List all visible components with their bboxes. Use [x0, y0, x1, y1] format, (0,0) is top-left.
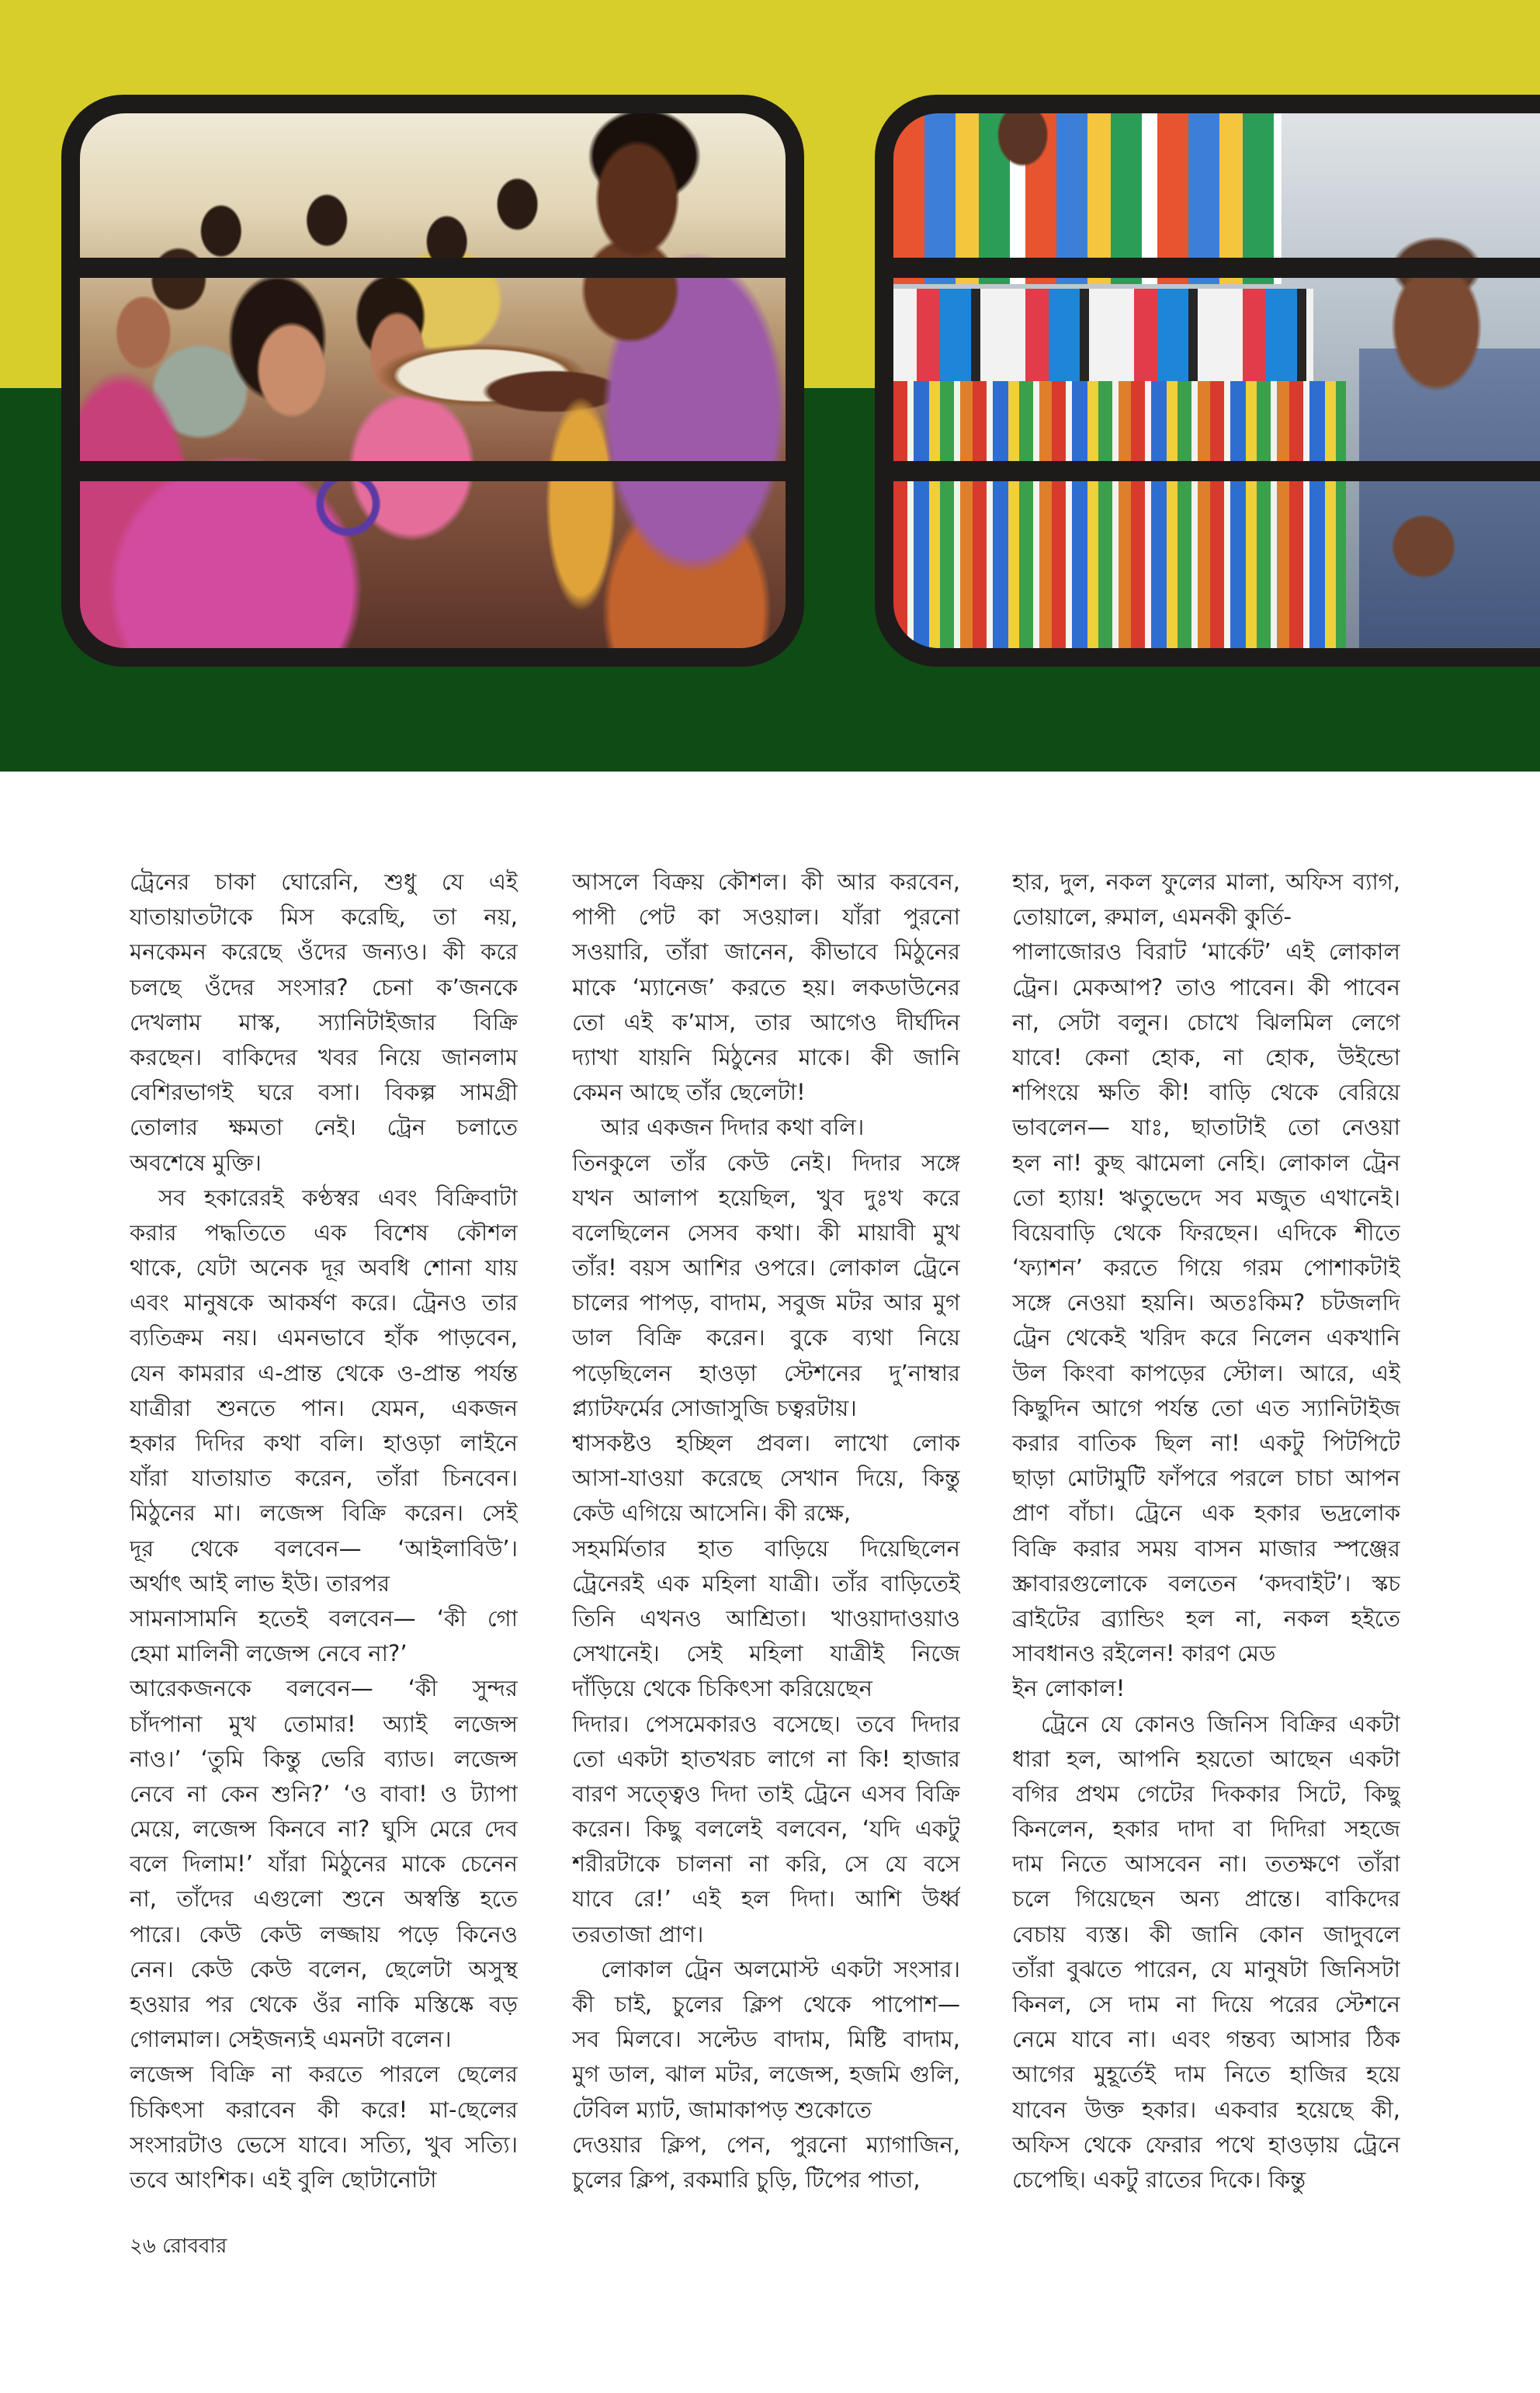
article-text-line: বেশিরভাগই ঘরে বসা। বিকল্প সামগ্রী: [130, 1079, 518, 1106]
article-text-line: নেমে যাবে না। এবং গন্তব্য আসার ঠিক: [1012, 2026, 1400, 2053]
article-text-line: মাকে ‘ম্যানেজ’ করতে হয়। লকডাউনের: [572, 973, 960, 1001]
article-text-line: লজেন্স বিক্রি না করতে পারলে ছেলের: [130, 2061, 518, 2088]
article-text-line: শপিংয়ে ক্ষতি কী! বাড়ি থেকে বেরিয়ে: [1012, 1079, 1400, 1106]
article-text-line: ধারা হল, আপনি হয়তো আছেন একটা: [1012, 1745, 1400, 1772]
article-text-line: ইন লোকাল!: [1012, 1675, 1126, 1702]
article-text-line: হকার দিদির কথা বলি। হাওড়া লাইনে: [130, 1430, 518, 1456]
article-column-1: [130, 865, 518, 2200]
article-text-line: যেন কামরার এ-প্রান্ত থেকে ও-প্রান্ত পর্যন্ত: [130, 1359, 518, 1386]
article-text-line: করছেন। বাকিদের খবর নিয়ে জানলাম: [130, 1043, 518, 1070]
article-text-line: আসা-যাওয়া করেছে সেখান দিয়ে, কিন্তু: [572, 1465, 960, 1492]
article-text-line: সঙ্গে নেওয়া হয়নি। অতঃকিম? চটজলদি: [1012, 1289, 1400, 1316]
article-text-line: নাও।’ ‘তুমি কিন্তু ভেরি ব্যাড। লজেন্স: [130, 1745, 518, 1772]
article-text-line: বলেছিলেন সেসব কথা। কী মায়াবী মুখ: [572, 1219, 960, 1246]
article-text-line: বগির প্রথম গেটের দিককার সিটে, কিছু: [1012, 1780, 1400, 1807]
article-text-line: ট্রেনেরই এক মহিলা যাত্রী। তাঁর বাড়িতেই: [572, 1569, 960, 1597]
article-text-line: চাঁদপানা মুখ তোমার! অ্যাই লজেন্স: [130, 1710, 518, 1737]
article-text-line: করার বাতিক ছিল না! একটু পিটপিটে: [1012, 1430, 1400, 1456]
article-text-line: ডাল বিক্রি করেন। বুকে ব্যথা নিয়ে: [572, 1324, 960, 1351]
article-text-line: ট্রেন থেকেই খরিদ করে নিলেন একখানি: [1012, 1324, 1400, 1351]
article-text-line: বিয়েবাড়ি থেকে ফিরছেন। এদিকে শীতে: [1012, 1219, 1400, 1246]
article-text-line: তাঁরা বুঝতে পারেন, যে মানুষটা জিনিসটা: [1012, 1955, 1400, 1982]
article-text-line: আগের মুহূর্তেই দাম নিতে হাজির হয়ে: [1012, 2061, 1400, 2088]
article-text-line: হার, দুল, নকল ফুলের মালা, অফিস ব্যাগ,: [1012, 869, 1400, 895]
window-bar: [61, 461, 804, 481]
article-text-line: করেন। কিছু বললেই বলবেন, ‘যদি একটু: [572, 1816, 960, 1843]
article-text-line: হওয়ার পর থেকে ওঁর নাকি মস্তিষ্কে বড়: [130, 1991, 518, 2017]
article-text-line: মেয়ে, লজেন্স কিনবে না? ঘুসি মেরে দেব: [130, 1816, 518, 1843]
article-text-line: চালের পাপড়, বাদাম, সবুজ মটর আর মুগ: [572, 1289, 960, 1316]
article-text-line: ব্রাইটের ব্র্যান্ডিং হল না, নকল হইতে: [1012, 1604, 1400, 1632]
article-text-line: মুগ ডাল, ঝাল মটর, লজেন্স, হজমি গুলি,: [572, 2061, 960, 2088]
article-text-line: সংসারটাও ভেসে যাবে। সত্যি, খুব সত্যি।: [130, 2131, 518, 2158]
article-text-line: আর একজন দিদার কথা বলি।: [601, 1114, 865, 1141]
article-text-line: পালাজোরও বিরাট ‘মার্কেট’ এই লোকাল: [1012, 938, 1400, 966]
article-text-line: থাকে, যেটা অনেক দূর অবধি শোনা যায়: [130, 1254, 518, 1281]
article-text-line: হেমা মালিনী লজেন্স নেবে না?’: [130, 1640, 408, 1667]
page-folio: ২৬ রোববার: [130, 2235, 227, 2258]
article-text-line: বেচায় ব্যস্ত। কী জানি কোন জাদুবলে: [1012, 1920, 1400, 1947]
window-bar: [875, 461, 1540, 481]
article-text-line: মিঠুনের মা। লজেন্স বিক্রি করেন। সেই: [130, 1500, 518, 1527]
article-text-line: পড়েছিলেন হাওড়া স্টেশনের দু’নাম্বার: [572, 1359, 960, 1386]
article-text-line: লোকাল ট্রেন অলমোস্ট একটা সংসার।: [601, 1955, 960, 1982]
article-text-line: সেখানেই। সেই মহিলা যাত্রীই নিজে: [572, 1640, 960, 1667]
article-text-line: দাম নিতে আসবেন না। ততক্ষণে তাঁরা: [1012, 1850, 1400, 1878]
article-text-line: মনকেমন করেছে ওঁদের জন্যও। কী করে: [130, 938, 518, 966]
article-text-line: শরীরটাকে চালনা না করি, সে যে বসে: [572, 1850, 960, 1878]
article-text-line: সামনাসামনি হতেই বলবেন— ‘কী গো: [130, 1604, 518, 1632]
article-text-line: তোয়ালে, রুমাল, এমনকী কুর্তি-: [1012, 903, 1292, 931]
article-text-line: কিনলেন, হকার দাদা বা দিদিরা সহজে: [1012, 1816, 1400, 1843]
article-text-line: ভাবলেন— যাঃ, ছাতাটাই তো নেওয়া: [1012, 1114, 1400, 1141]
article-text-line: যাঁরা যাতায়াত করেন, তাঁরা চিনবেন।: [130, 1465, 518, 1492]
article-text-line: তোলার ক্ষমতা নেই। ট্রেন চলাতে: [130, 1114, 518, 1141]
article-text-line: তরতাজা প্রাণ।: [572, 1920, 704, 1947]
article-text-line: নেবে না কেন শুনি?’ ‘ও বাবা! ও ট্যাপা: [130, 1780, 518, 1807]
article-text-line: না, সেটা বলুন। চোখে ঝিলমিল লেগে: [1012, 1008, 1400, 1035]
article-text-line: বিক্রি করার সময় বাসন মাজার স্পঞ্জের: [1012, 1535, 1400, 1562]
article-column-2: [572, 865, 960, 2200]
article-text-line: চলে গিয়েছেন অন্য প্রান্তে। বাকিদের: [1012, 1885, 1400, 1913]
article-text-line: আরেকজনকে বলবেন— ‘কী সুন্দর: [130, 1675, 518, 1702]
article-text-line: তিনকুলে তাঁর কেউ নেই। দিদার সঙ্গে: [572, 1149, 960, 1176]
article-text-line: ট্রেন। মেকআপ? তাও পাবেন। কী পাবেন: [1012, 973, 1400, 1001]
article-text-line: যাবে! কেনা হোক, না হোক, উইন্ডো: [1012, 1043, 1400, 1070]
article-text-line: স্ক্রাবারগুলোকে বলতেন ‘কদবাইট’। স্কচ: [1012, 1569, 1400, 1597]
article-text-line: শ্বাসকষ্টও হচ্ছিল প্রবল। লাখো লোক: [572, 1430, 960, 1456]
article-text-line: তো একটা হাতখরচ লাগে না কি! হাজার: [572, 1745, 960, 1772]
article-text-line: ছাড়া মোটামুটি ফাঁপরে পরলে চাচা আপন: [1012, 1465, 1400, 1492]
window-bar: [875, 258, 1540, 278]
article-text-line: কী চাই, চুলের ক্লিপ থেকে পাপোশ—: [572, 1991, 960, 2017]
article-text-line: ‘ফ্যাশন’ করতে গিয়ে গরম পোশাকটাই: [1012, 1254, 1400, 1281]
photo-vendor-in-ladies-compartment: [80, 113, 786, 648]
article-text-line: প্ল্যাটফর্মের সোজাসুজি চত্বরটায়।: [572, 1394, 857, 1421]
article-text-line: তো এই ক’মাস, তার আগেও দীর্ঘদিন: [572, 1008, 960, 1035]
article-text-line: আসলে বিক্রয় কৌশল। কী আর করবেন,: [572, 869, 960, 895]
article-text-line: বলে দিলাম!’ যাঁরা মিঠুনের মাকে চেনেন: [130, 1850, 518, 1878]
article-text-line: চিকিৎসা করাবেন কী করে! মা-ছেলের: [130, 2096, 518, 2123]
article-text-line: করার পদ্ধতিতে এক বিশেষ কৌশল: [130, 1219, 518, 1246]
article-text-line: দেখলাম মাস্ক, স্যানিটাইজার বিক্রি: [130, 1008, 518, 1035]
article-text-line: দ্যাখা যায়নি মিঠুনের মাকে। কী জানি: [572, 1043, 960, 1070]
article-text-line: হল না! কুছ ঝামেলা নেহি। লোকাল ট্রেন: [1012, 1149, 1400, 1176]
article-text-line: ট্রেনে যে কোনও জিনিস বিক্রির একটা: [1041, 1710, 1400, 1737]
article-text-line: প্রাণ বাঁচা। ট্রেনে এক হকার ভদ্রলোক: [1012, 1500, 1400, 1527]
article-text-line: যাবে রে!’ এই হল দিদা। আশি উর্ধ্ব: [572, 1885, 960, 1913]
article-text-line: যখন আলাপ হয়েছিল, খুব দুঃখ করে: [572, 1184, 960, 1211]
article-text-line: তাঁর! বয়স আশির ওপরে। লোকাল ট্রেনে: [572, 1254, 960, 1281]
article-text-line: চলছে ওঁদের সংসার? চেনা ক’জনকে: [130, 973, 518, 1001]
article-text-line: তবে আংশিক। এই বুলি ছোটানোটা: [130, 2166, 437, 2193]
article-text-line: পাপী পেট কা সওয়াল। যাঁরা পুরনো: [572, 903, 960, 931]
article-text-line: কেমন আছে তাঁর ছেলেটা!: [572, 1079, 806, 1106]
article-text-line: বারণ সত্ত্বেও দিদা তাই ট্রেনে এসব বিক্রি: [572, 1780, 960, 1807]
article-text-line: যাবেন উক্ত হকার। একবার হয়েছে কী,: [1012, 2096, 1400, 2123]
article-text-line: তিনি এখনও আশ্রিতা। খাওয়াদাওয়াও: [572, 1604, 960, 1632]
article-text-line: ব্যতিক্রম নয়। এমনভাবে হাঁক পাড়বেন,: [130, 1324, 518, 1351]
article-text-line: নেন। কেউ কেউ বলেন, ছেলেটা অসুস্থ: [130, 1955, 518, 1982]
article-text-line: উল কিংবা কাপড়ের স্টোল। আরে, এই: [1012, 1359, 1400, 1386]
article-text-line: এবং মানুষকে আকর্ষণ করে। ট্রেনও তার: [130, 1289, 518, 1316]
article-text-line: সব মিলবে। সল্টেড বাদাম, মিষ্টি বাদাম,: [572, 2026, 960, 2053]
train-window-frame-left: [61, 95, 804, 667]
article-text-line: সাবধানও রইলেন! কারণ মেড: [1012, 1640, 1276, 1667]
photo-hawker-with-merchandise: [893, 113, 1540, 648]
article-text-line: দূর থেকে বলবেন— ‘আইলাবিউ’।: [130, 1535, 518, 1562]
article-text-line: ট্রেনের চাকা ঘোরেনি, শুধু যে এই: [130, 869, 518, 895]
article-text-line: অফিস থেকে ফেরার পথে হাওড়ায় ট্রেনে: [1012, 2131, 1400, 2158]
article-text-line: পারে। কেউ কেউ লজ্জায় পড়ে কিনেও: [130, 1920, 518, 1947]
article-text-line: কিনল, সে দাম না দিয়ে পরের স্টেশনে: [1012, 1991, 1400, 2017]
article-text-line: টেবিল ম্যাট, জামাকাপড় শুকোতে: [572, 2096, 872, 2123]
article-text-line: দাঁড়িয়ে থেকে চিকিৎসা করিয়েছেন: [572, 1675, 872, 1702]
article-column-3: [1012, 865, 1400, 2200]
article-text-line: সওয়ারি, তাঁরা জানেন, কীভাবে মিঠুনের: [572, 938, 960, 966]
article-text-line: গোলমাল। সেইজন্যই এমনটা বলেন।: [130, 2026, 452, 2053]
article-text-line: তো হ্যায়! ঋতুভেদে সব মজুত এখানেই।: [1012, 1184, 1400, 1211]
article-text-line: দেওয়ার ক্লিপ, পেন, পুরনো ম্যাগাজিন,: [572, 2131, 960, 2158]
article-text-line: যাত্রীরা শুনতে পান। যেমন, একজন: [130, 1394, 518, 1421]
article-text-line: অর্থাৎ আই লাভ ইউ। তারপর: [130, 1569, 390, 1597]
article-text-line: চেপেছি। একটু রাতের দিকে। কিন্তু: [1012, 2166, 1306, 2193]
train-window-frame-right: [875, 95, 1540, 667]
article-text-line: না, তাঁদের এগুলো শুনে অস্বস্তি হতে: [130, 1885, 518, 1913]
article-text-line: অবশেষে মুক্তি।: [130, 1149, 262, 1176]
article-text-line: চুলের ক্লিপ, রকমারি চুড়ি, টিপের পাতা,: [572, 2166, 921, 2193]
article-text-line: সহমর্মিতার হাত বাড়িয়ে দিয়েছিলেন: [572, 1535, 960, 1562]
window-bar: [61, 258, 804, 278]
article-text-line: যাতায়াতটাকে মিস করেছি, তা নয়,: [130, 903, 518, 931]
article-text-line: কেউ এগিয়ে আসেনি। কী রক্ষে,: [572, 1500, 852, 1527]
article-text-line: দিদার। পেসমেকারও বসেছে। তবে দিদার: [572, 1710, 960, 1737]
article-text-line: সব হকারেরই কণ্ঠস্বর এবং বিক্রিবাটা: [158, 1184, 518, 1211]
article-text-line: কিছুদিন আগে পর্যন্ত তো এত স্যানিটাইজ: [1012, 1394, 1400, 1421]
